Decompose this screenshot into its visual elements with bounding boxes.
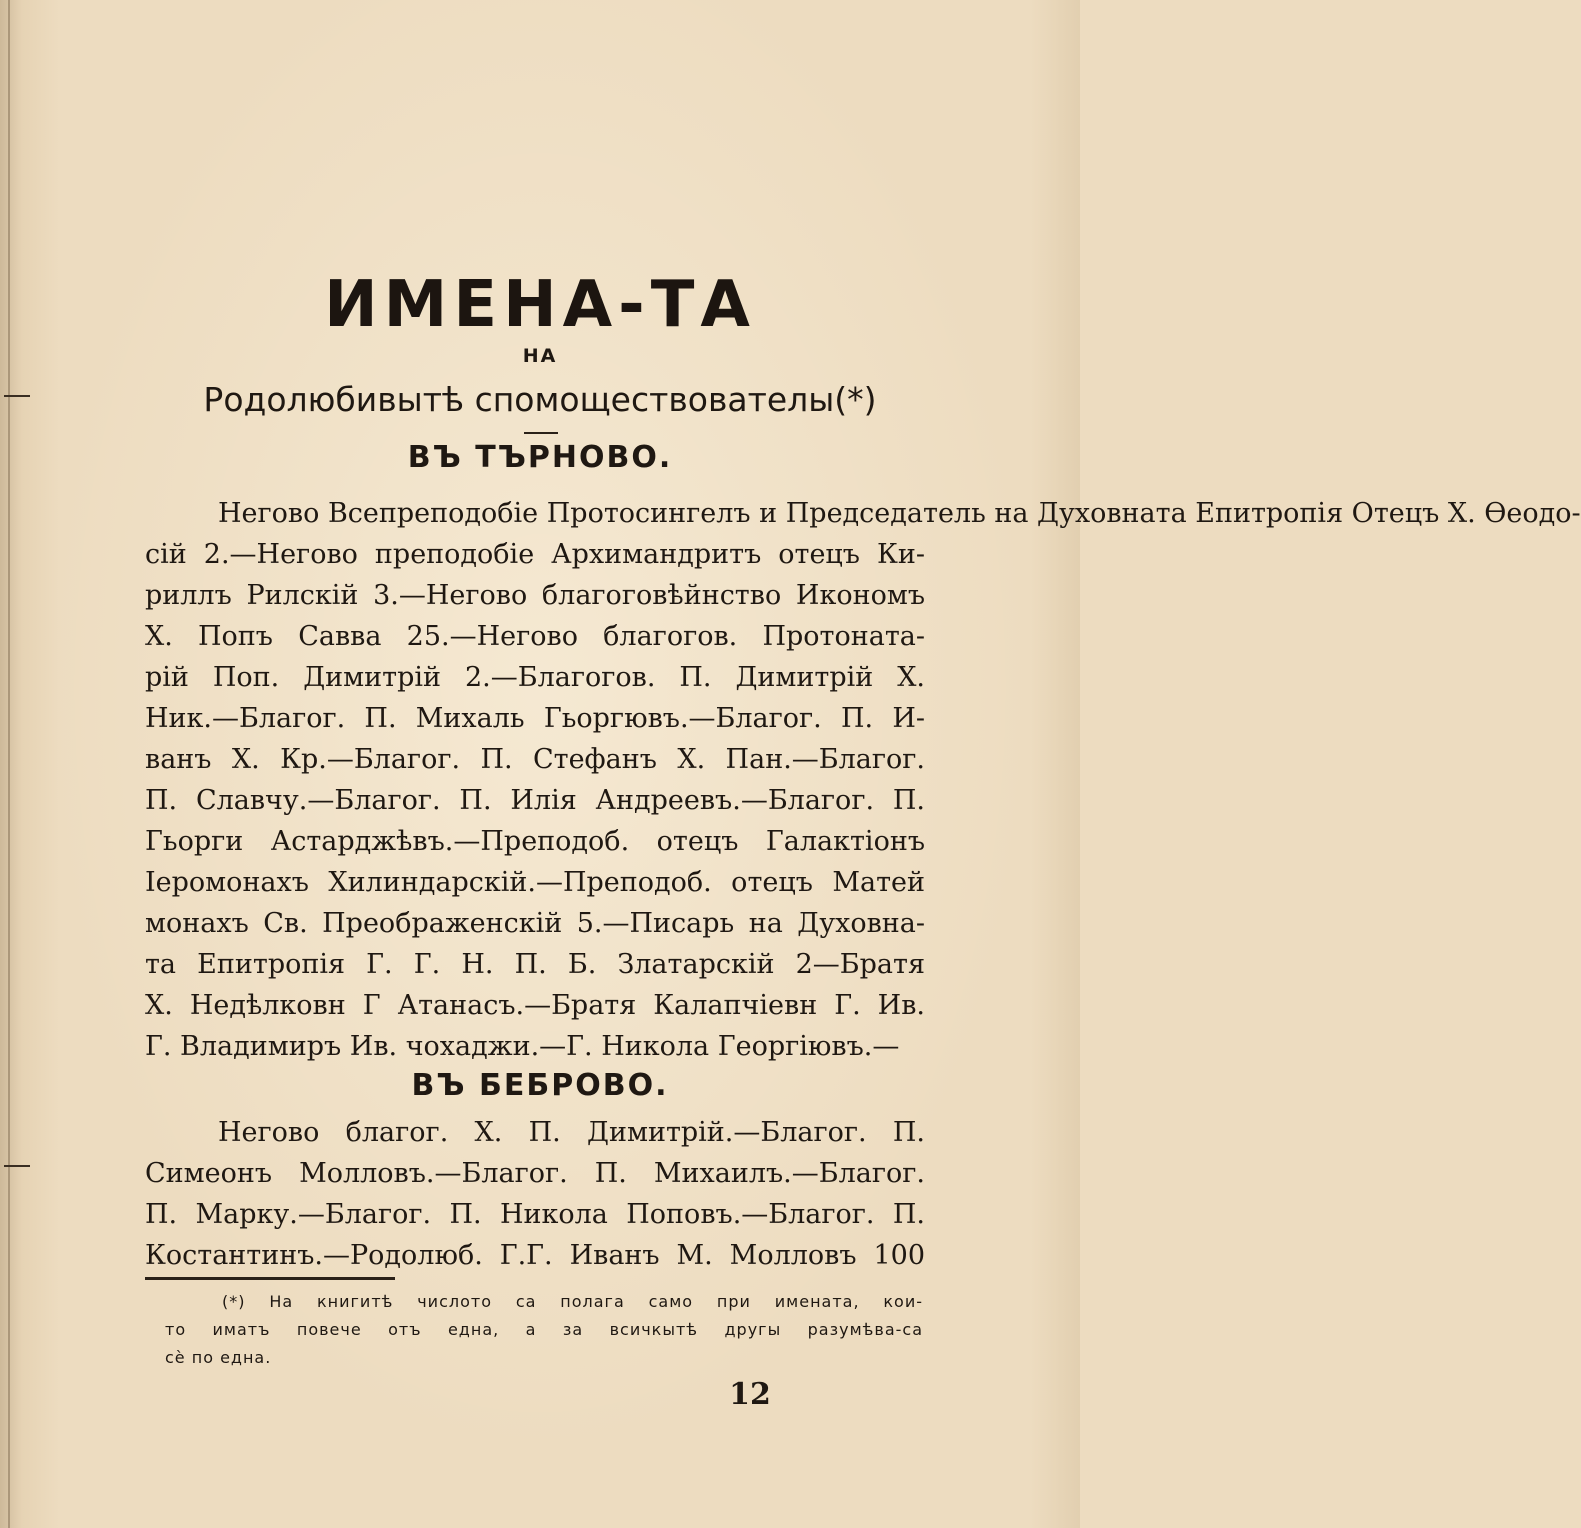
- text-line: монахъ Св. Преображенскій 5.—Писарь на Духовна-: [145, 908, 925, 939]
- section-heading-tarnovo: ВЪ ТЪРНОВО.: [407, 440, 673, 475]
- text-line: Негово Всепреподобіе Протосингелъ и Председатель на Духовната Епитропія Отецъ Х. Ѳеодо-: [218, 498, 1581, 529]
- text-line: рій Поп. Димитрій 2.—Благогов. П. Димитрій Х.: [145, 662, 925, 693]
- text-line: та Епитропія Г. Г. Н. П. Б. Златарскій 2—Братя: [145, 949, 925, 980]
- text-line: Іеромонахъ Хилиндарскій.—Преподоб. отецъ Матей: [145, 867, 925, 898]
- text-line: Негово благог. Х. П. Димитрій.—Благог. П.: [218, 1117, 925, 1148]
- text-line: Гьорги Астарджѣвъ.—Преподоб. отецъ Галактіонъ: [145, 826, 925, 857]
- text-line: П. Славчу.—Благог. П. Илія Андреевъ.—Благог. П.: [145, 785, 925, 816]
- page-title: ИМЕНА-ТА: [324, 268, 756, 342]
- text-line: Костантинъ.—Родолюб. Г.Г. Иванъ М. Молловъ 100: [145, 1240, 925, 1271]
- section-heading-bebrovo: ВЪ БЕБРОВО.: [411, 1068, 669, 1103]
- gutter-line: [8, 0, 10, 1528]
- page-subtitle: Родолюбивытѣ спомоществователы(*): [203, 380, 877, 419]
- text-line: риллъ Рилскій 3.—Негово благоговѣйнство Икономъ: [145, 580, 925, 611]
- footnote-line: (*) На книгитѣ числото са полага само при имената, кои-: [222, 1292, 923, 1311]
- title-rule: [524, 432, 558, 434]
- page-number: 12: [729, 1377, 771, 1412]
- text-line: Х. Недѣлковн Г Атанасъ.—Братя Калапчіевн Г. Ив.: [145, 990, 925, 1021]
- footnote-rule: [145, 1277, 395, 1280]
- text-line: П. Марку.—Благог. П. Никола Поповъ.—Благог. П.: [145, 1199, 925, 1230]
- text-line: Г. Владимиръ Ив. чохаджи.—Г. Никола Георгіювъ.—: [145, 1031, 900, 1062]
- margin-mark: [4, 1165, 30, 1167]
- title-na: НА: [522, 345, 558, 367]
- text-line: сій 2.—Негово преподобіе Архимандритъ отецъ Ки-: [145, 539, 925, 570]
- footnote-line: то иматъ повече отъ една, а за всичкытѣ другы разумѣва-са: [165, 1320, 923, 1339]
- text-line: Ник.—Благог. П. Михаль Гьоргювъ.—Благог. П. И-: [145, 703, 925, 734]
- text-line: Х. Попъ Савва 25.—Негово благогов. Протоната-: [145, 621, 925, 652]
- text-line: ванъ Х. Кр.—Благог. П. Стефанъ Х. Пан.—Благог.: [145, 744, 925, 775]
- footnote-line: сѐ по една.: [165, 1348, 272, 1367]
- text-line: Симеонъ Молловъ.—Благог. П. Михаилъ.—Благог.: [145, 1158, 925, 1189]
